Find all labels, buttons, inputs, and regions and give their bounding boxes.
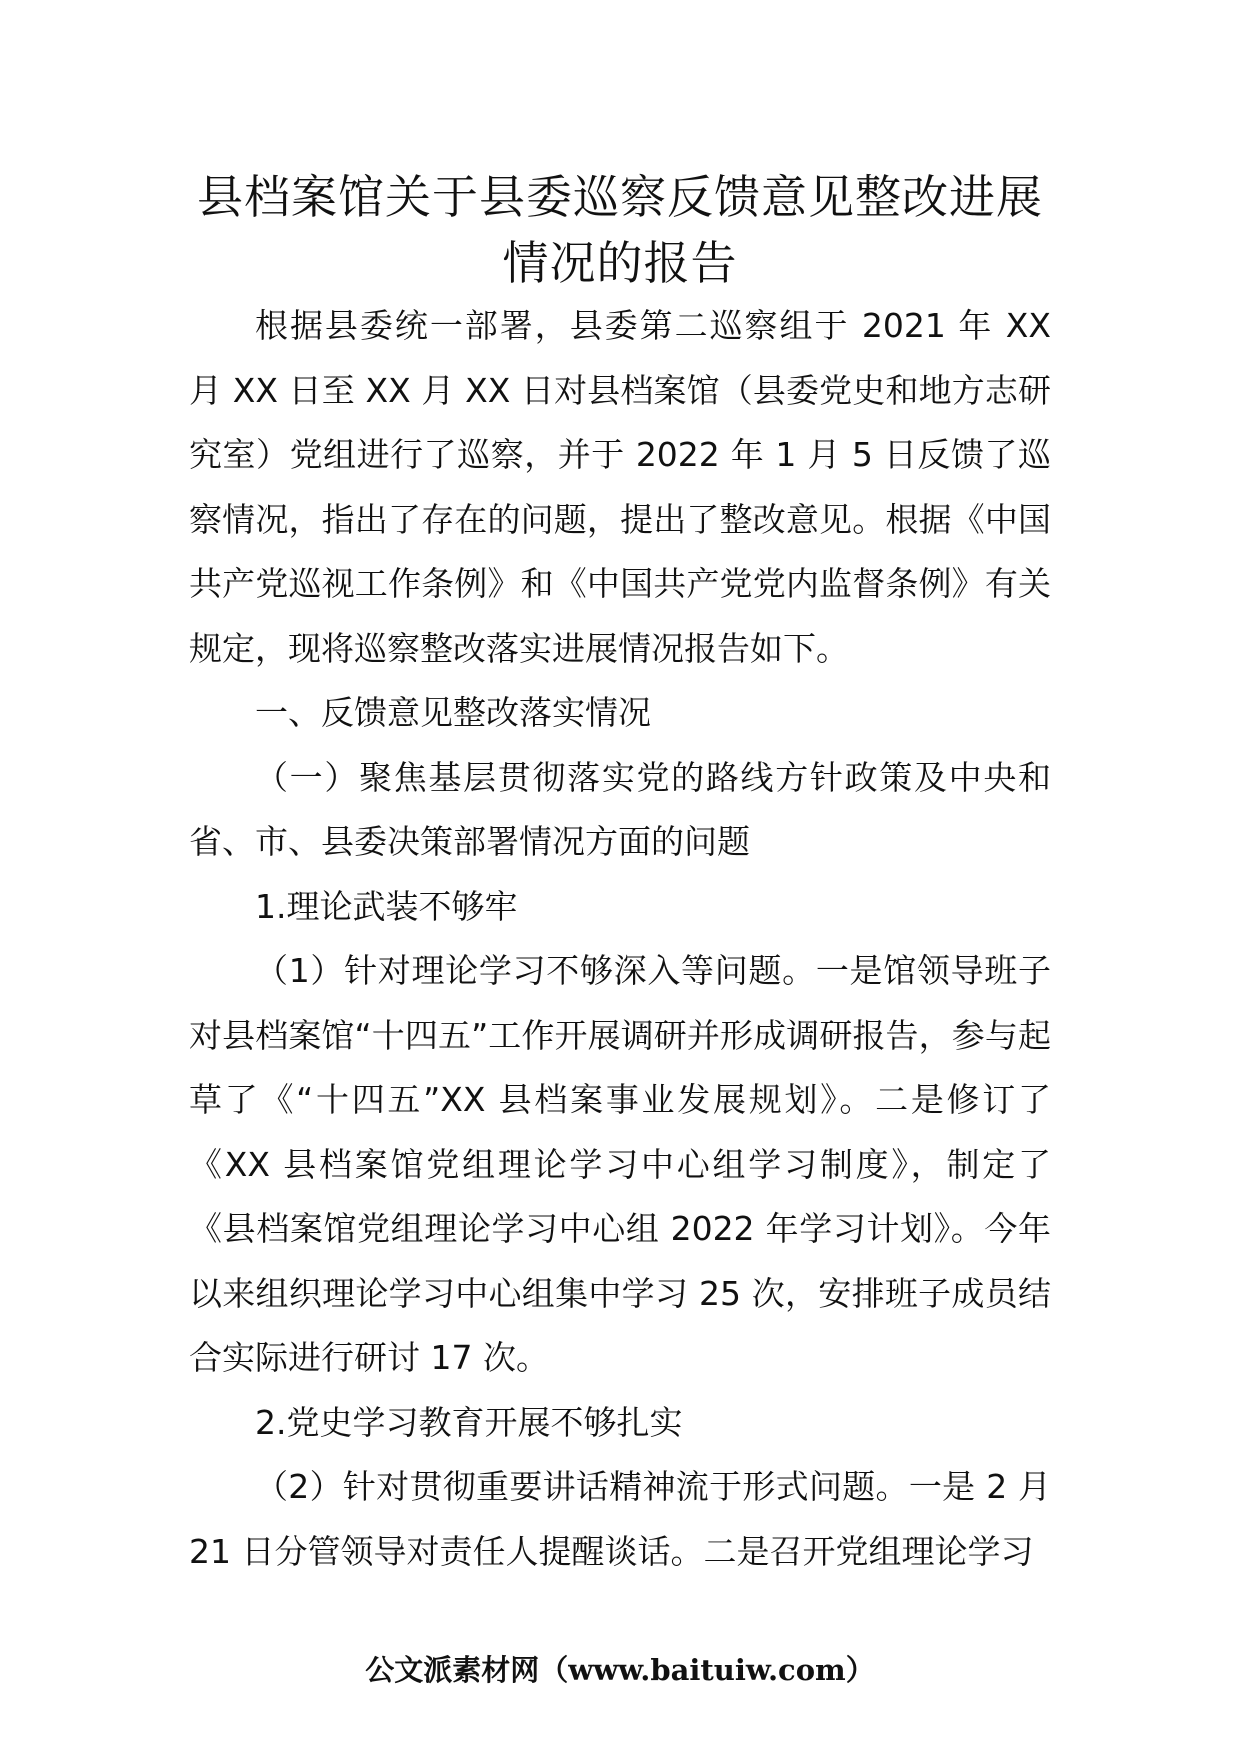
item-heading-1: 1.理论武装不够牢: [255, 886, 518, 926]
item-paragraph-1: （1）针对理论学习不够深入等问题。一是馆领导班子对县档案馆“十四五”工作开展调研并形成调研报告，参与起草了《“十四五”XX 县档案事业发展规划》。二是修订了《XX 县档案馆党组理论学习中心组学习制度》，制定了《县档案馆党组理论学习中心组 2022 年学习计划》。今年以来组织理论学习中心组集中学习 25 次，安排班子成员结合实际进行研讨 17 次。: [189, 951, 1051, 1377]
footer-watermark: 公文派素材网（www.baituiw.com）: [365, 1653, 875, 1687]
intro-paragraph: 根据县委统一部署，县委第二巡察组于 2021 年 XX 月 XX 日至 XX 月 XX 日对县档案馆（县委党史和地方志研究室）党组进行了巡察，并于 2022 年 1 月 5 日反馈了巡察情况，指出了存在的问题，提出了整改意见。根据《中国共产党巡视工作条例》和《中国共产党党内监督条例》有关规定，现将巡察整改落实进展情况报告如下。: [189, 306, 1051, 668]
document-body: [189, 294, 1051, 1584]
item-heading-2: 2.党史学习教育开展不够扎实: [255, 1402, 683, 1442]
section-heading-1: 一、反馈意见整改落实情况: [255, 693, 651, 732]
item-paragraph-2: （2）针对贯彻重要讲话精神流于形式问题。一是 2 月 21 日分管领导对责任人提醒谈话。二是召开党组理论学习: [189, 1467, 1051, 1571]
subsection-heading-1: （一）聚焦基层贯彻落实党的路线方针政策及中央和省、市、县委决策部署情况方面的问题: [189, 757, 1051, 861]
document-title-line-2: 情况的报告: [502, 236, 738, 290]
document-title-line-1: 县档案馆关于县委巡察反馈意见整改进展: [197, 170, 1043, 224]
